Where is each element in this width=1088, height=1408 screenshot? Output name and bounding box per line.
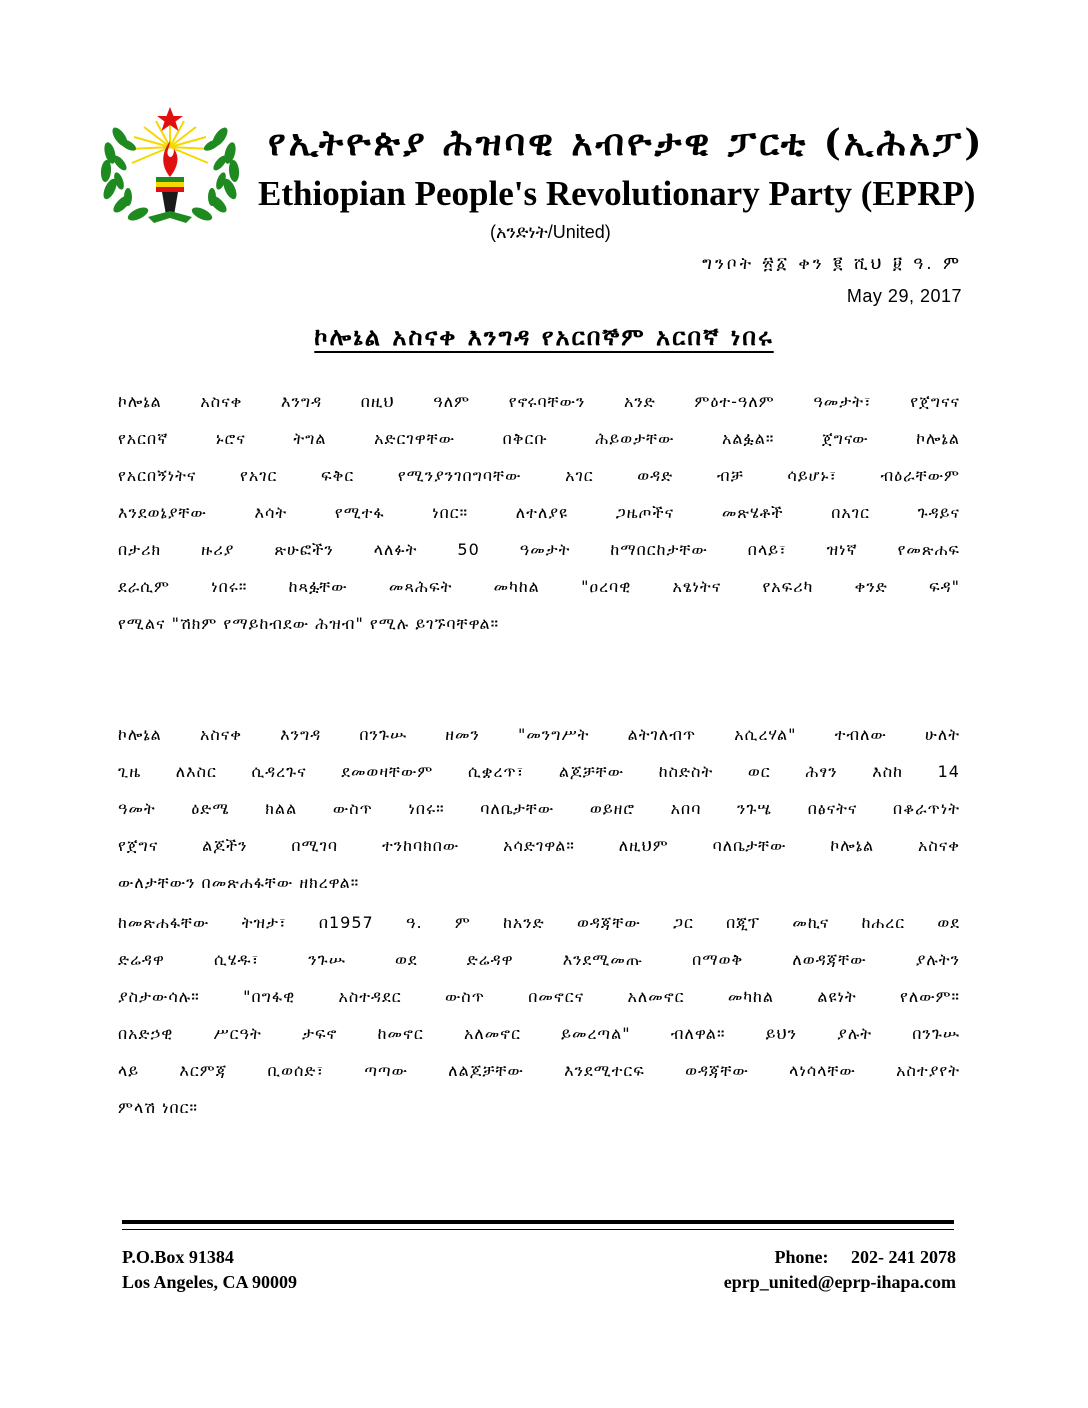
body-paragraph-1 <box>118 383 960 642</box>
paragraph-line: ኮሎኔል አስናቀ እንግዳ በንጉሡ ዘመን "መንግሥት ልትገለብጥ አሲረሃል" ተብለው ሁለት <box>118 725 960 744</box>
party-name-amharic: የኢትዮጵያ ሕዝባዊ አብዮታዊ ፓርቲ (ኢሕአፓ) <box>268 122 985 164</box>
phone-line <box>724 1245 956 1270</box>
phone-number: 202- 241 2078 <box>851 1247 956 1267</box>
footer-address <box>122 1245 297 1295</box>
footer-contact <box>724 1245 956 1295</box>
paragraph-line: የአርበኛ ኑሮና ትግል አድርገዋቸው በቅርቡ ሕይወታቸው አልፏል። ጀግናው ኮሎኔል <box>118 429 960 448</box>
paragraph-line: የጀግና ልጆችን በሚገባ ተንከባክበው አሳድገዋል። ለዚህም ባለቤታቸው ኮሎኔል አስናቀ <box>118 836 960 855</box>
paragraph-line: ኮሎኔል አስናቀ እንግዳ በዚህ ዓለም የኖሩባቸውን አንድ ምዕተ-ዓለም ዓመታት፣ የጀግናና <box>118 392 960 411</box>
phone-label: Phone: <box>774 1247 829 1267</box>
paragraph-line: የአርበኝነትና የአገር ፍቅር የሚንያንገበግባቸው አገር ወዳድ ብቻ ሳይሆኑ፣ ብዕራቸውም <box>118 466 960 485</box>
email-address: eprp_united@eprp-ihapa.com <box>723 1272 956 1292</box>
paragraph-line: ከመጽሐፋቸው ትዝታ፣ በ1957 ዓ. ም ከአንድ ወዳጃቸው ጋር በጂፕ መኪና ከሐረር ወደ <box>118 913 960 932</box>
party-subtitle: (አንድነት/United) <box>490 222 611 242</box>
paragraph-line: ደራሲም ነበሩ። ከጻፏቸው መጻሕፍት መካከል "ዐረባዊ አፄነትና የአፍሪካ ቀንድ ፍዳ" <box>118 577 960 596</box>
footer-divider <box>122 1220 954 1224</box>
paragraph-line: ያስታውሳሉ። "በግፋዊ አስተዳደር ውስጥ በመኖርና አለመኖር መካከል ልዩነት የለውም። <box>118 987 960 1006</box>
paragraph-line: በአድኃዊ ሥርዓት ታፍኖ ከመኖር አለመኖር ይመረጣል" ብለዋል። ይህን ያሉት በንጉሡ <box>118 1024 960 1043</box>
paragraph-line: የሚልና "ሽክም የማይከብደው ሕዝብ" የሚሉ ይገኙባቸዋል። <box>118 614 500 633</box>
paragraph-line: በታሪክ ዙሪያ ጽሁፎችን ላለፉት 50 ዓመታት ከማበርከታቸው በላይ፣ ዝነኛ የመጽሐፍ <box>118 540 960 559</box>
date-amharic: ግንቦት ፳፩ ቀን ፪ ሺህ ፱ ዓ. ም <box>702 254 962 274</box>
paragraph-line: ላይ እርምጃ ቢወሰድ፣ ጣጣው ለልጆቻቸው እንደሚተርፍ ወዳጃቸው ላነሳላቸው አስተያየት <box>118 1061 960 1080</box>
body-paragraph-3 <box>118 904 960 1126</box>
eprp-emblem-icon <box>90 105 250 230</box>
article-headline <box>0 322 1088 351</box>
paragraph-line: ዓመት ዕድሜ ክልል ውስጥ ነበሩ። ባለቤታቸው ወይዘሮ አበባ ንጉሤ በፅናትና በቆራጥነት <box>118 799 960 818</box>
paragraph-line: ውለታቸውን በመጽሐፋቸው ዘክረዋል። <box>118 873 360 892</box>
party-name-english: Ethiopian People's Revolutionary Party (EPRP) <box>258 174 976 213</box>
article-headline-text: ኮሎኔል አስናቀ እንግዳ የአርበኞም አርበኛ ነበሩ <box>314 322 774 351</box>
footer-divider-thin <box>122 1229 954 1230</box>
paragraph-line: ድሬዳዋ ሲሄዱ፣ ንጉሡ ወደ ድሬዳዋ እንደሚመጡ በማወቅ ለወዳጃቸው ያሉትን <box>118 950 960 969</box>
paragraph-line: ምላሽ ነበር። <box>118 1098 198 1117</box>
po-box: P.O.Box 91384 <box>122 1247 234 1267</box>
city-address: Los Angeles, CA 90009 <box>122 1272 298 1292</box>
paragraph-line: እንደወኔያቸው እሳት የሚተፋ ነበር። ለተለያዩ ጋዜጦችና መጽሄቶች በአገር ጉዳይና <box>118 503 960 522</box>
paragraph-line: ጊዜ ለእስር ሲዳረጉና ደመወዛቸውም ሲቋረጥ፣ ልጆቻቸው ከስድስት ወር ሕፃን እስከ 14 <box>118 762 960 781</box>
body-paragraph-2 <box>118 716 960 901</box>
date-english: May 29, 2017 <box>846 286 962 306</box>
